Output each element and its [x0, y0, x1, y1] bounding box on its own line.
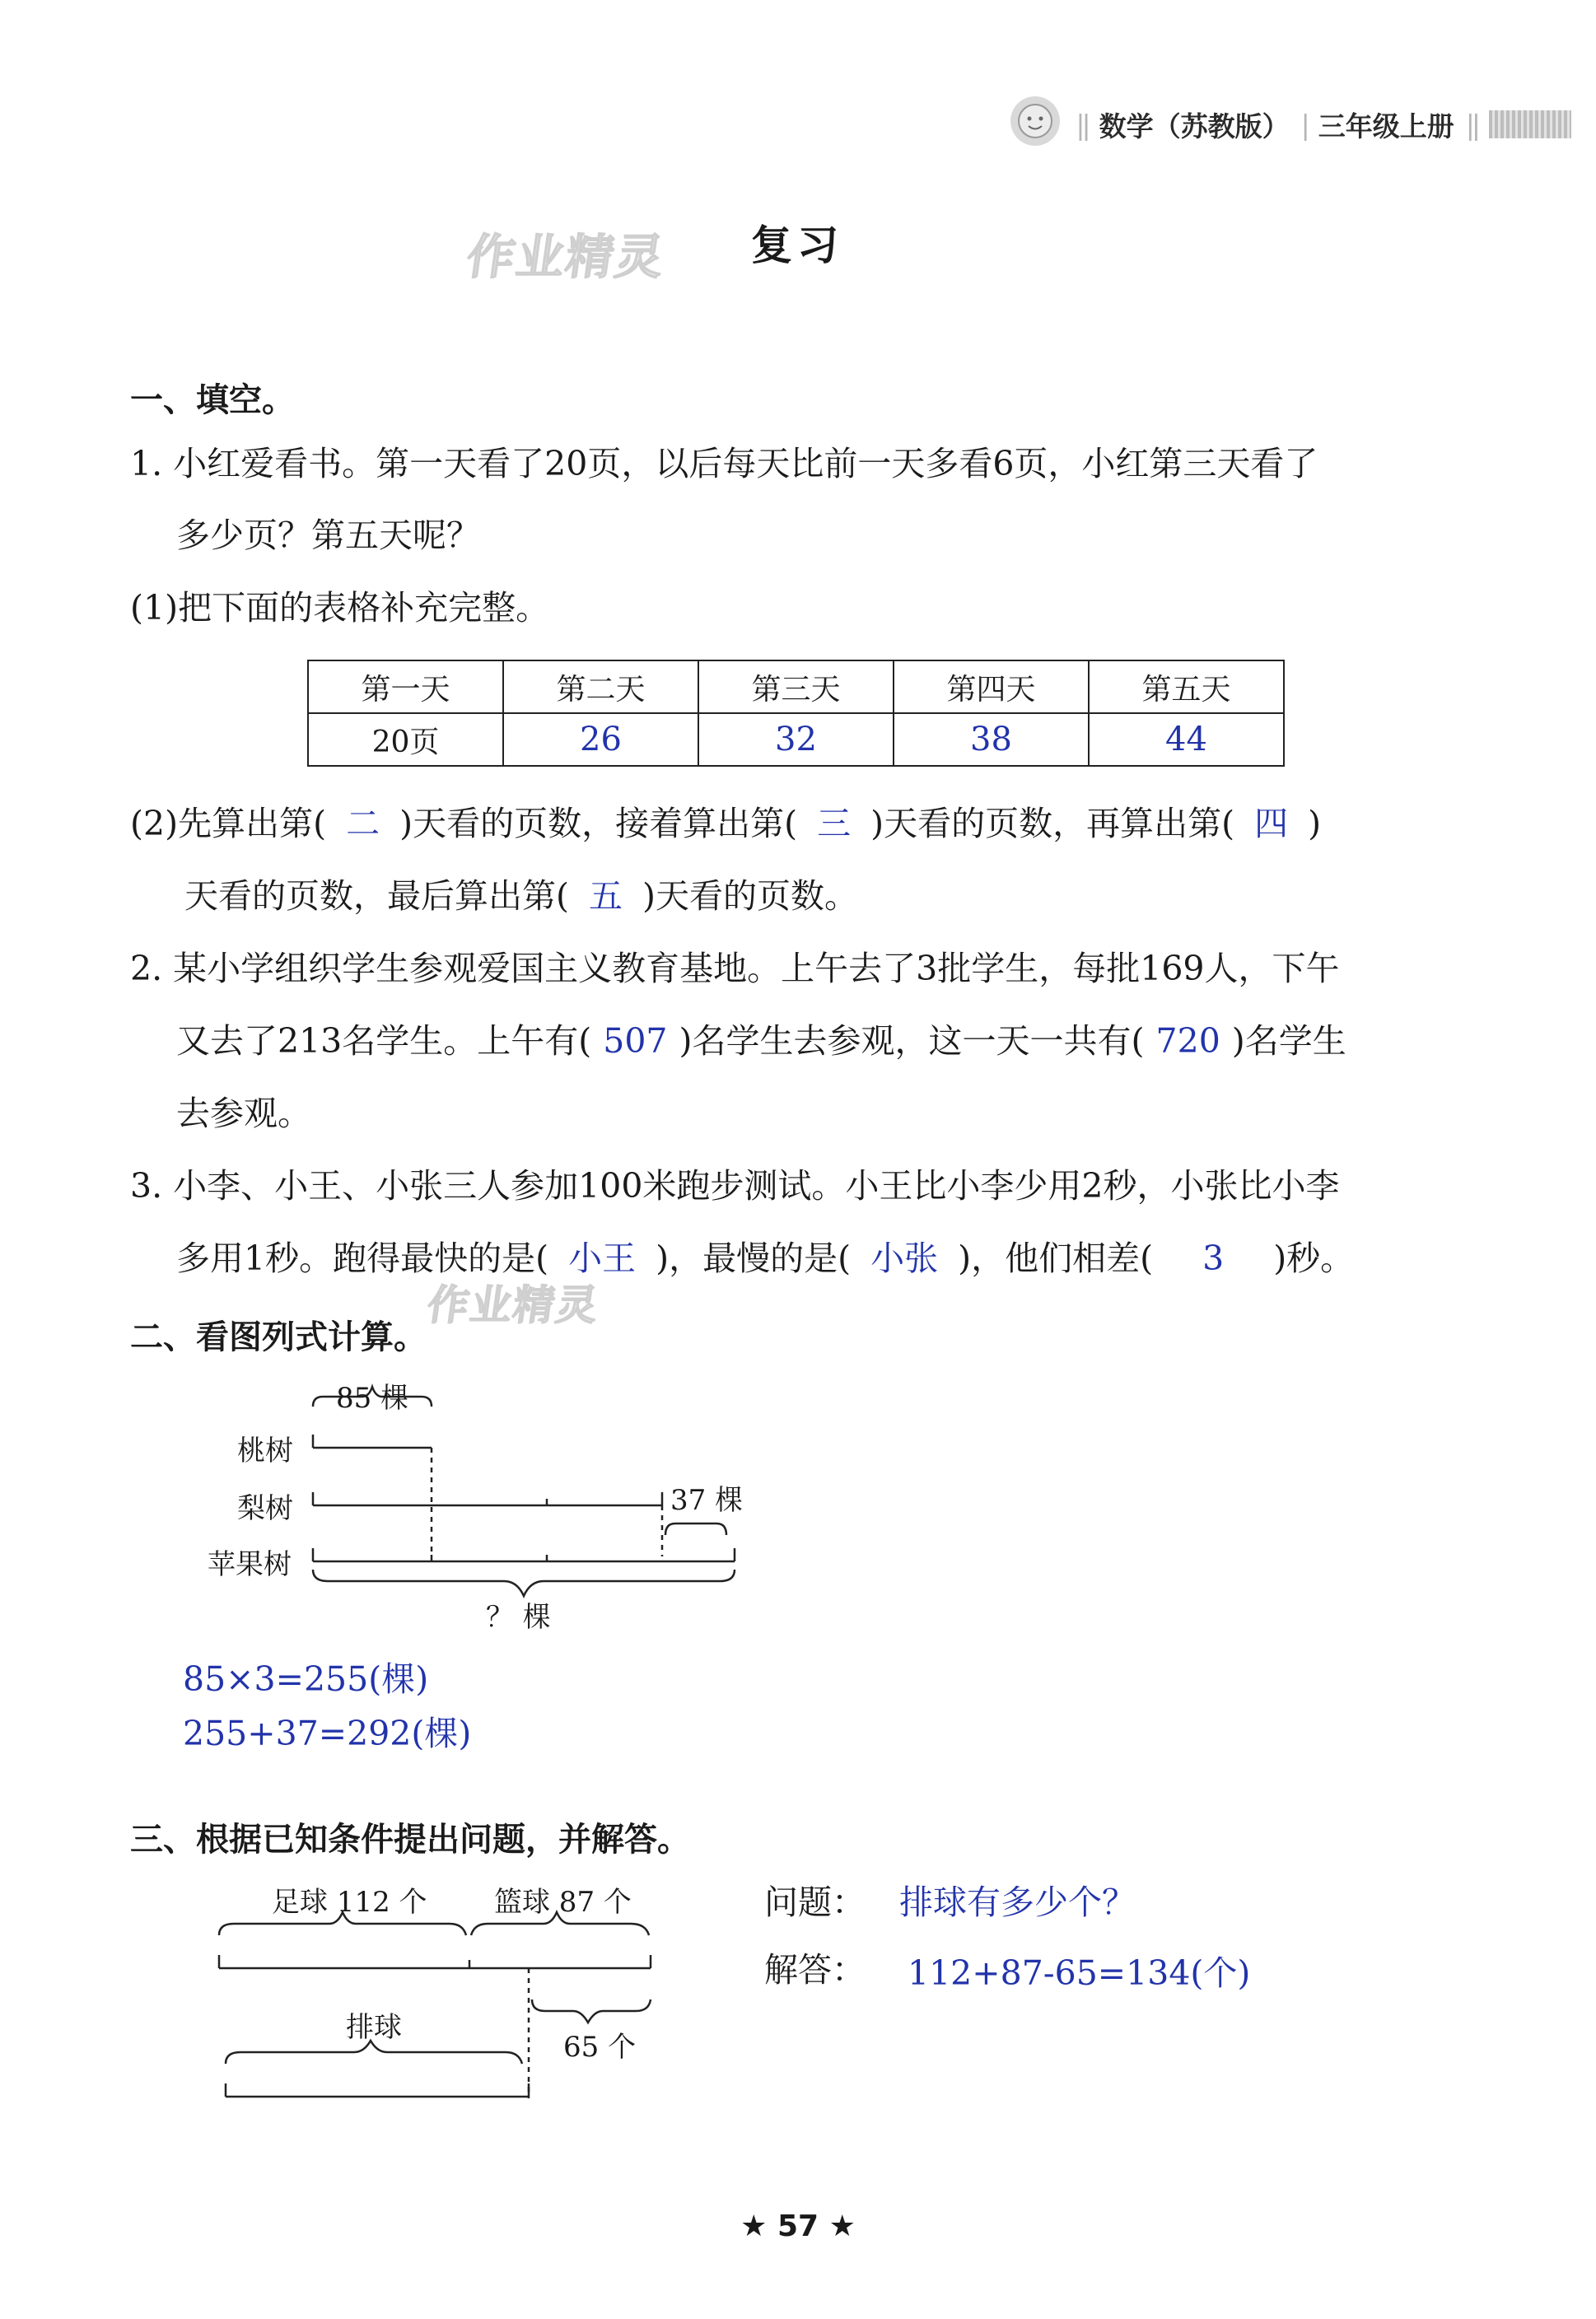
- answer-line: 85×3=255(棵): [183, 1659, 429, 1699]
- question-text: [130, 804, 1322, 843]
- answer: 五: [589, 876, 623, 916]
- diagram-row-label: 苹果树: [208, 1548, 292, 1581]
- section-heading: 二、看图列式计算。: [130, 1318, 427, 1356]
- text-run: 又去了213名学生。上午有(: [176, 1021, 592, 1061]
- diagram-label: 排球: [346, 2011, 402, 2044]
- text-run: )名学生: [1231, 1021, 1346, 1061]
- header-gradient-bar: [1489, 110, 1571, 138]
- answer: 四: [1254, 804, 1289, 843]
- question-text: 3. 小李、小王、小张三人参加100米跑步测试。小王比小李少用2秒，小张比小李: [130, 1166, 1340, 1206]
- header-divider: ||: [1076, 108, 1088, 141]
- question-text: 去参观。: [176, 1094, 311, 1133]
- diagram-row-label: 梨树: [237, 1492, 293, 1525]
- answer: 112+87-65=134(个): [908, 1953, 1251, 1993]
- answer-cell: 38: [894, 713, 1089, 766]
- text-run: (2)先算出第(: [130, 804, 327, 843]
- section-heading: 三、根据已知条件提出问题，并解答。: [130, 1821, 690, 1859]
- header-subject: 数学（苏教版）: [1099, 110, 1290, 142]
- answer: 小张: [870, 1239, 939, 1278]
- answer-cell: 26: [503, 713, 698, 766]
- table-header-cell: 第五天: [1089, 660, 1284, 713]
- table-cell: 20页: [308, 713, 503, 766]
- answer: 3: [1202, 1239, 1225, 1278]
- diagram-label: ？ 棵: [486, 1601, 551, 1634]
- answer: 507: [603, 1021, 668, 1061]
- text-run: ): [1308, 804, 1322, 843]
- text-run: )名学生去参观，这一天一共有(: [679, 1021, 1145, 1061]
- table-header-cell: 第二天: [503, 660, 698, 713]
- days-table: [307, 660, 1285, 767]
- diagram-label: 篮球 87 个: [494, 1886, 632, 1919]
- watermark: 作业精灵: [424, 1281, 603, 1329]
- page-number-value: 57: [777, 2209, 819, 2243]
- diagram-label: 65 个: [563, 2031, 637, 2064]
- answer-cell: 32: [698, 713, 894, 766]
- star-icon: ★: [828, 2209, 856, 2243]
- question-text: [176, 1021, 1346, 1061]
- text-run: )天看的页数，再算出第(: [870, 804, 1235, 843]
- question-text: 2. 某小学组织学生参观爱国主义教育基地。上午去了3批学生，每批169人，下午: [130, 949, 1340, 988]
- table-header-cell: 第一天: [308, 660, 503, 713]
- table-row: [308, 660, 1284, 713]
- text-run: )，他们相差(: [958, 1239, 1154, 1278]
- answer: 排球有多少个？: [899, 1883, 1136, 1922]
- table-row: [308, 713, 1284, 766]
- question-text: [184, 876, 858, 916]
- star-icon: ★: [740, 2209, 768, 2243]
- diagram-label: 37 棵: [670, 1484, 744, 1517]
- text-run: )天看的页数。: [642, 876, 858, 916]
- text-run: )，最慢的是(: [656, 1239, 852, 1278]
- question-text: (1)把下面的表格补充完整。: [130, 588, 550, 628]
- page-title: 复习: [751, 222, 843, 269]
- diagram-label: 85 棵: [336, 1382, 409, 1415]
- answer-label: 解答：: [764, 1950, 866, 1990]
- text-run: )天看的页数，接着算出第(: [399, 804, 798, 843]
- answer: 三: [817, 804, 852, 843]
- header-divider: |: [1300, 108, 1307, 141]
- page-number: [0, 2209, 1596, 2243]
- header-grade: 三年级上册: [1318, 110, 1454, 142]
- table-header-cell: 第四天: [894, 660, 1089, 713]
- header-divider: ||: [1465, 108, 1477, 141]
- answer: 二: [346, 804, 380, 843]
- text-run: 多用1秒。跑得最快的是(: [176, 1239, 549, 1278]
- question-text: 多少页？第五天呢？: [176, 516, 480, 555]
- section-heading: 一、填空。: [130, 381, 295, 419]
- text-run: )秒。: [1273, 1239, 1355, 1278]
- question-text: 1. 小红爱看书。第一天看了20页，以后每天比前一天多看6页，小红第三天看了: [130, 444, 1318, 483]
- text-run: 天看的页数，最后算出第(: [184, 876, 569, 916]
- answer: 小王: [568, 1239, 637, 1278]
- page-header: [1006, 92, 1571, 156]
- answer-line: 255+37=292(棵): [183, 1714, 472, 1753]
- answer: 720: [1155, 1021, 1220, 1061]
- sun-mascot-icon: [1006, 92, 1064, 156]
- question-text: [176, 1239, 1355, 1278]
- table-header-cell: 第三天: [698, 660, 894, 713]
- diagram-label: 足球 112 个: [272, 1886, 427, 1919]
- watermark: 作业精灵: [463, 229, 670, 285]
- answer-cell: 44: [1089, 713, 1284, 766]
- question-label: 问题：: [764, 1883, 866, 1922]
- diagram-row-label: 桃树: [237, 1435, 293, 1467]
